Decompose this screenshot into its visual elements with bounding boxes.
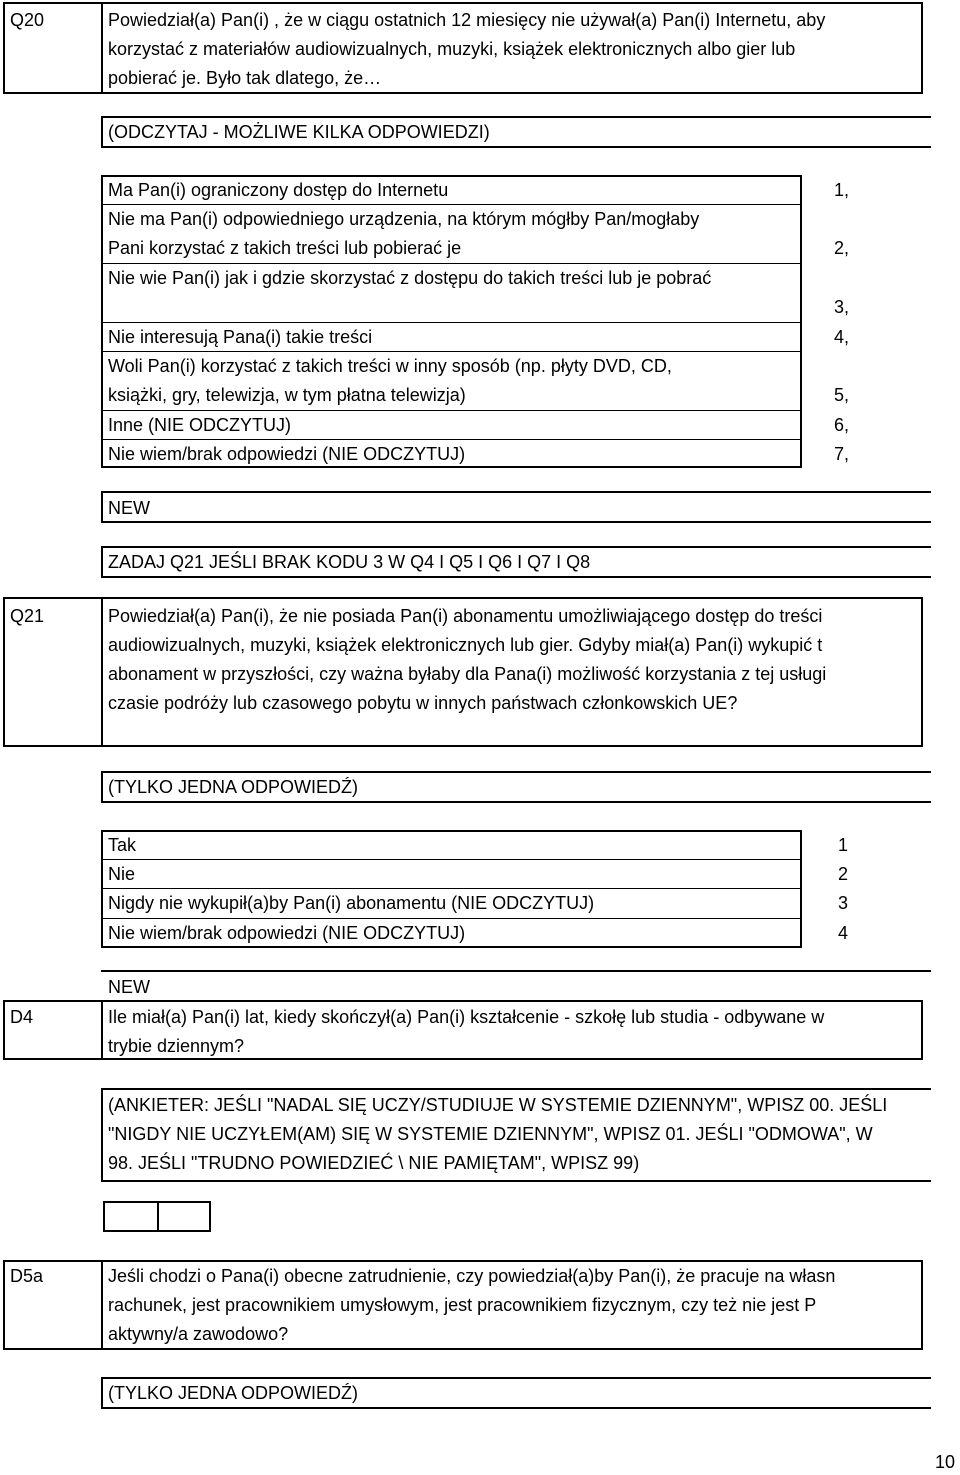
q20-option-6[interactable]: Inne (NIE ODCZYTUJ) xyxy=(108,415,292,435)
q21-option-1[interactable]: Tak xyxy=(108,835,137,855)
q20-option-3[interactable]: Nie wie Pan(i) jak i gdzie skorzystać z dostępu do takich treści lub je pobrać xyxy=(108,268,712,288)
q20-question-line: korzystać z materiałów audiowizualnych, muzyki, książek elektronicznych albo gier lub xyxy=(108,39,796,59)
q21-question-text xyxy=(108,602,826,718)
q21-new-rule xyxy=(101,970,931,972)
q20-code-1: 1, xyxy=(834,180,850,200)
row-divider xyxy=(101,859,802,860)
q20-id-divider xyxy=(101,2,103,94)
q20-code-3: 3, xyxy=(834,297,850,317)
q20-code-4: 4, xyxy=(834,327,850,347)
d4-question-line: trybie dziennym? xyxy=(108,1036,245,1056)
q20-code-2: 2, xyxy=(834,238,850,258)
q21-code-1: 1 xyxy=(838,835,849,855)
q20-instruction: (ODCZYTAJ - MOŻLIWE KILKA ODPOWIEDZI) xyxy=(108,122,490,142)
d5a-question-line: Jeśli chodzi o Pana(i) obecne zatrudnienie, czy powiedział(a)by Pan(i), że pracuje na własn xyxy=(108,1266,836,1286)
q20-code-7: 7, xyxy=(834,444,850,464)
d4-instruction-line: (ANKIETER: JEŚLI "NADAL SIĘ UCZY/STUDIUJE W SYSTEMIE DZIENNYM", WPISZ 00. JEŚLI xyxy=(108,1095,888,1115)
q21-id: Q21 xyxy=(10,606,45,626)
q20-option-2-line-1[interactable]: Nie ma Pan(i) odpowiedniego urządzenia, na którym mógłby Pan/mogłaby xyxy=(108,209,700,229)
q20-filter-text: ZADAJ Q21 JEŚLI BRAK KODU 3 W Q4 I Q5 I Q6 I Q7 I Q8 xyxy=(108,552,591,572)
q21-new-label: NEW xyxy=(108,977,150,997)
q21-option-4[interactable]: Nie wiem/brak odpowiedzi (NIE ODCZYTUJ) xyxy=(108,923,466,943)
d4-answer-digit-1[interactable] xyxy=(103,1201,159,1232)
q20-code-5: 5, xyxy=(834,385,850,405)
q21-question-line: audiowizualnych, muzyki, książek elektronicznych lub gier. Gdyby miał(a) Pan(i) wykupić t xyxy=(108,635,823,655)
d4-answer-digit-2[interactable] xyxy=(157,1201,211,1232)
q21-option-3[interactable]: Nigdy nie wykupił(a)by Pan(i) abonamentu (NIE ODCZYTUJ) xyxy=(108,893,595,913)
q20-option-7[interactable]: Nie wiem/brak odpowiedzi (NIE ODCZYTUJ) xyxy=(108,444,466,464)
q21-question-line: abonament w przyszłości, czy ważna byłaby dla Pana(i) możliwość korzystania z tej usługi xyxy=(108,664,827,684)
d5a-question-line: rachunek, jest pracownikiem umysłowym, jest pracownikiem fizycznym, czy też nie jest P xyxy=(108,1295,817,1315)
d4-instruction-line: "NIGDY NIE UCZYŁEM(AM) SIĘ W SYSTEMIE DZIENNYM", WPISZ 01. JEŚLI "ODMOWA", W xyxy=(108,1124,873,1144)
q21-code-4: 4 xyxy=(838,923,849,943)
q21-question-line: czasie podróży lub czasowego pobytu w innych państwach członkowskich UE? xyxy=(108,693,738,713)
q21-instruction: (TYLKO JEDNA ODPOWIEDŹ) xyxy=(108,777,359,797)
q20-code-6: 6, xyxy=(834,415,850,435)
d5a-id-divider xyxy=(101,1260,103,1350)
d5a-id: D5a xyxy=(10,1266,44,1286)
page-number: 10 xyxy=(935,1452,956,1472)
d5a-instruction: (TYLKO JEDNA ODPOWIEDŹ) xyxy=(108,1383,359,1403)
q20-question-line: Powiedział(a) Pan(i) , że w ciągu ostatnich 12 miesięcy nie używał(a) Pan(i) Internetu, aby xyxy=(108,10,826,30)
q21-id-divider xyxy=(101,597,103,747)
q20-option-5-line-1[interactable]: Woli Pan(i) korzystać z takich treści w inny sposób (np. płyty DVD, CD, xyxy=(108,356,672,376)
q21-option-2[interactable]: Nie xyxy=(108,864,136,884)
d4-instruction-line: 98. JEŚLI "TRUDNO POWIEDZIEĆ \ NIE PAMIĘTAM", WPISZ 99) xyxy=(108,1153,640,1173)
q20-id: Q20 xyxy=(10,10,45,30)
q20-question-line: pobierać je. Było tak dlatego, że… xyxy=(108,68,382,88)
d4-id-divider xyxy=(101,1000,103,1060)
q20-question-text xyxy=(108,6,825,93)
d5a-question-text xyxy=(108,1262,835,1349)
d4-question-text xyxy=(108,1003,824,1061)
q21-code-2: 2 xyxy=(838,864,849,884)
q20-new-frame xyxy=(101,491,931,523)
q20-option-1[interactable]: Ma Pan(i) ograniczony dostęp do Internetu xyxy=(108,180,449,200)
d4-instruction xyxy=(108,1091,887,1178)
q20-option-5-line-2[interactable]: książki, gry, telewizja, w tym płatna telewizja) xyxy=(108,385,466,405)
d4-question-line: Ile miał(a) Pan(i) lat, kiedy skończył(a) Pan(i) kształcenie - szkołę lub studia - odbywane w xyxy=(108,1007,825,1027)
q21-code-3: 3 xyxy=(838,893,849,913)
q20-option-2-line-2[interactable]: Pani korzystać z takich treści lub pobierać je xyxy=(108,238,462,258)
q20-option-4[interactable]: Nie interesują Pana(i) takie treści xyxy=(108,327,373,347)
d5a-question-line: aktywny/a zawodowo? xyxy=(108,1324,289,1344)
d4-id: D4 xyxy=(10,1007,34,1027)
q21-question-line: Powiedział(a) Pan(i), że nie posiada Pan(i) abonamentu umożliwiającego dostęp do treści xyxy=(108,606,823,626)
q20-new-label: NEW xyxy=(108,498,150,518)
